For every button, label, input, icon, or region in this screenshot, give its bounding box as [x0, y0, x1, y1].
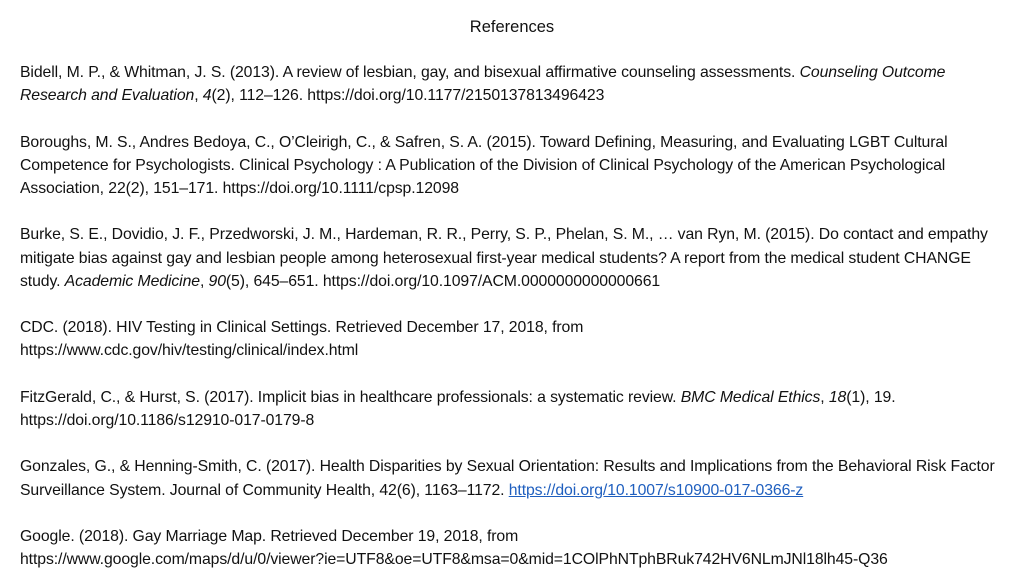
reference-google [20, 525, 1010, 571]
journal-title: BMC Medical Ethics [680, 388, 821, 406]
reference-bidell [20, 61, 1010, 107]
separator: , [820, 388, 829, 406]
reference-text: Google. (2018). Gay Marriage Map. Retrieved December 19, 2018, from [20, 527, 519, 545]
journal-volume: 18 [828, 388, 847, 406]
reference-text: (2), 112–126. https://doi.org/10.1177/2150137813496423 [211, 87, 605, 105]
reference-text: (1), 19. https://doi.org/10.1186/s12910-017-0179-8 [20, 388, 896, 429]
reference-boroughs [20, 131, 1010, 201]
reference-list [20, 61, 1010, 571]
reference-text: Gonzales, G., & Henning-Smith, C. (2017). Health Disparities by Sexual Orientation: Results and Implications from the Behavioral Risk Factor Surveillance System. Journal of Community Health, 42(6), 1163–1172. [20, 458, 995, 499]
reference-burke [20, 223, 1010, 293]
reference-text: (5), 645–651. https://doi.org/10.1097/ACM.0000000000000661 [225, 272, 661, 290]
journal-title: Counseling Outcome Research and Evaluation [20, 64, 946, 105]
journal-volume: 90 [208, 272, 226, 290]
reference-url: https://www.google.com/maps/d/u/0/viewer?ie=UTF8&oe=UTF8&msa=0&mid=1COlPhNTphBRuk742HV6NLmJNl18lh45-Q36 [20, 551, 888, 569]
journal-volume: 4 [202, 87, 212, 105]
separator: , [194, 87, 203, 105]
reference-url: https://www.cdc.gov/hiv/testing/clinical/index.html [20, 342, 359, 360]
reference-gonzales [20, 455, 1010, 501]
reference-text: Boroughs, M. S., Andres Bedoya, C., O’Cleirigh, C., & Safren, S. A. (2015). Toward Defining, Measuring, and Evaluating LGBT Cultural Competence for Psychologists. Clinical Psychology : A Publication of the Division of Clinical Psychology of the American Psychological Association, 22(2), 151–171. https://doi.org/10.1111/cpsp.12098 [20, 133, 948, 197]
page-title: References [469, 18, 555, 36]
reference-text: FitzGerald, C., & Hurst, S. (2017). Implicit bias in healthcare professionals: a systematic review. [20, 388, 681, 406]
reference-text: Bidell, M. P., & Whitman, J. S. (2013). A review of lesbian, gay, and bisexual affirmative counseling assessments. [20, 64, 800, 81]
doi-link[interactable]: https://doi.org/10.1007/s10900-017-0366-z [508, 481, 804, 499]
reference-text: Burke, S. E., Dovidio, J. F., Przedworski, J. M., Hardeman, R. R., Perry, S. P., Phelan, S. M., … van Ryn, M. (2015). Do contact and empathy mitigate bias against gay and lesbian people among heterosexual first-year medical students? A report from the medical student CHANGE study. [20, 226, 988, 290]
reference-fitzgerald [20, 386, 1010, 432]
reference-cdc [20, 316, 1010, 362]
journal-title: Academic Medicine [64, 272, 200, 290]
reference-text: CDC. (2018). HIV Testing in Clinical Settings. Retrieved December 17, 2018, from [20, 319, 584, 337]
separator: , [199, 272, 209, 290]
